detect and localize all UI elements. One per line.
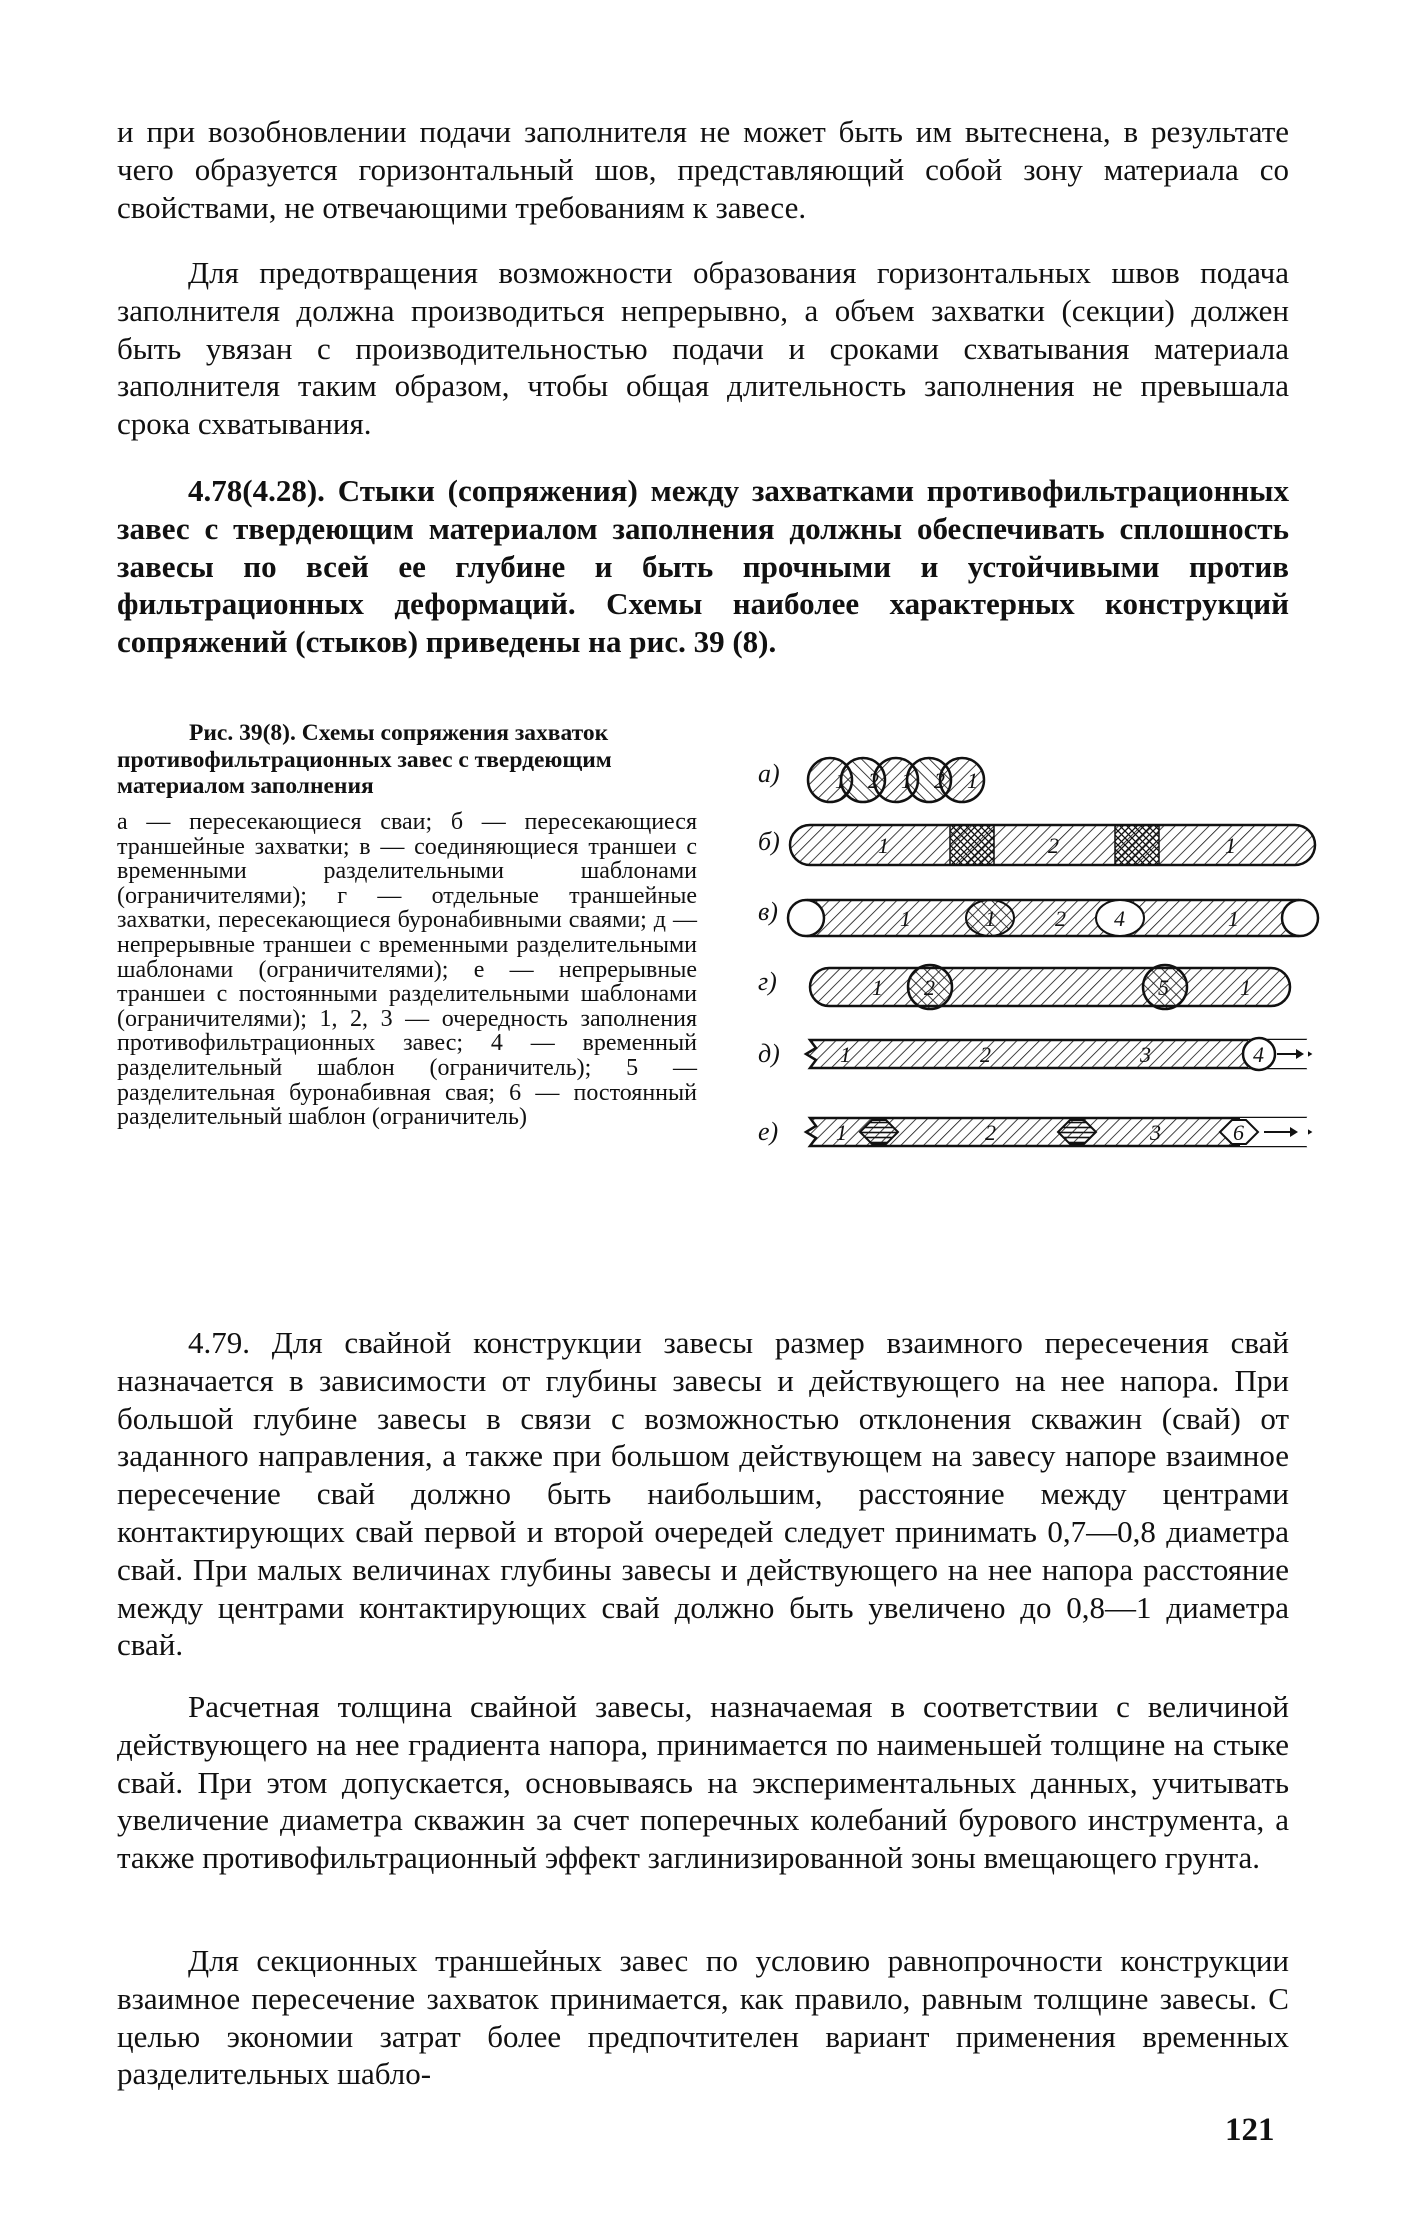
num-2: 2 [924,975,935,1000]
label-e: е) [758,1117,779,1146]
num-1: 1 [840,1042,851,1067]
figure-caption-title [117,720,697,800]
figure-39-joint-schemes [740,740,1320,1210]
num-1: 1 [835,768,846,793]
num-2: 2 [980,1042,991,1067]
num-1: 1 [836,1120,847,1145]
paragraph-continuation: и при возобновлении подачи заполнителя не может быть им вытеснена, в результате чего образуется горизонтальный шов, представляющий собой зону материала со свойствами, не отвечающими требованиям к завесе. [117,114,1289,225]
num-5: 5 [1158,975,1169,1000]
scheme-b-intersecting-trenches [758,825,1315,865]
label-d: д) [758,1039,780,1068]
num-1: 1 [985,906,996,931]
num-6: 6 [1233,1120,1244,1145]
num-3: 3 [1140,1042,1151,1067]
label-g: г) [758,967,777,996]
num-1: 1 [900,906,911,931]
num-1: 1 [872,975,883,1000]
scheme-e-continuous-permanent [758,1117,1310,1146]
label-v: в) [758,897,778,926]
label-b: б) [758,827,780,856]
num-2: 2 [985,1120,996,1145]
figure-caption-legend: а — пересекающиеся сваи; б — пересекающиеся траншейные захватки; в — соединяющиеся траншеи с временными разделительными шаблонами (ограничителями); г — отдельные траншейные захватки, пересекающиеся буронабивными сваями; д — непрерывные траншеи с временными разделительными шаблонами (ограничителями); е — непрерывные траншеи с постоянными разделительными шаблонами (ограничителями); 1, 2, 3 — очередность заполнения противофильтрационных завес; 4 — временный разделительный шаблон (ограничитель); 5 — разделительная буронабивная свая; 6 — постоянный разделительный шаблон (ограничитель) [117,809,697,1131]
label-a: а) [758,759,780,788]
scheme-g-bored-piles [758,965,1290,1009]
num-1: 1 [1240,975,1251,1000]
page-number: 121 [1225,2112,1275,2148]
num-1: 1 [1228,906,1239,931]
figure-caption-title-text: Рис. 39(8). Схемы сопряжения захваток противофильтрационных завес с твердеющим материалом заполнения [117,720,612,799]
num-2: 2 [934,768,945,793]
scheme-a-intersecting-piles [758,758,984,802]
num-2: 2 [868,768,879,793]
num-1: 1 [1225,833,1236,858]
num-4: 4 [1114,906,1125,931]
paragraph-horizontal-seams: Для предотвращения возможности образования горизонтальных швов подача заполнителя должна производиться непрерывно, а объем захватки (секции) должен быть увязан с производительностью подачи и сроками схватывания материала заполнителя таким образом, чтобы общая длительность заполнения не превышала срока схватывания. [117,255,1289,442]
section-4-79: 4.79. Для свайной конструкции завесы размер взаимного пересечения свай назначается в зависимости от глубины завесы и действующего на нее напора. При большой глубине завесы в связи с возможностью отклонения скважин (свай) от заданного направления, а также при большом действующем на завесу напоре взаимное пересечение свай должно быть наибольшим, расстояние между центрами контактирующих свай первой и второй очередей следует принимать 0,7—0,8 диаметра свай. При малых величинах глубины завесы и действующего на нее напора расстояние между центрами контактирующих свай должно быть увеличено до 0,8—1 диаметра свай. [117,1325,1289,1663]
paragraph-pile-thickness: Расчетная толщина свайной завесы, назначаемая в соответствии с величиной действующего на нее градиента напора, принимается по наименьшей толщине на стыке свай. При этом допускается, основываясь на экспериментальных данных, учитывать увеличение диаметра скважин за счет поперечных колебаний бурового инструмента, а также противофильтрационный эффект заглинизированной зоны вмещающего грунта. [117,1689,1289,1876]
num-3: 3 [1150,1120,1161,1145]
num-2: 2 [1048,833,1059,858]
section-4-78: 4.78(4.28). Стыки (сопряжения) между захватками противофильтрационных завес с твердеющим материалом заполнения должны обеспечивать сплошность завесы по всей ее глубине и быть прочными и устойчивыми против фильтрационных деформаций. Схемы наиболее характерных конструкций сопряжений (стыков) приведены на рис. 39 (8). [117,473,1289,660]
num-1: 1 [967,768,978,793]
num-4: 4 [1253,1042,1264,1067]
num-1: 1 [901,768,912,793]
num-2: 2 [1055,906,1066,931]
paragraph-sectional-trenches: Для секционных траншейных завес по условию равнопрочности конструкции взаимное пересечение захваток принимается, как правило, равным толщине завесы. С целью экономии затрат более предпочтителен вариант применения временных разделительных шабло- [117,1943,1289,2092]
scheme-d-continuous-temporary [758,1038,1310,1070]
num-1: 1 [878,833,889,858]
scheme-v-temporary-templates [758,897,1318,936]
